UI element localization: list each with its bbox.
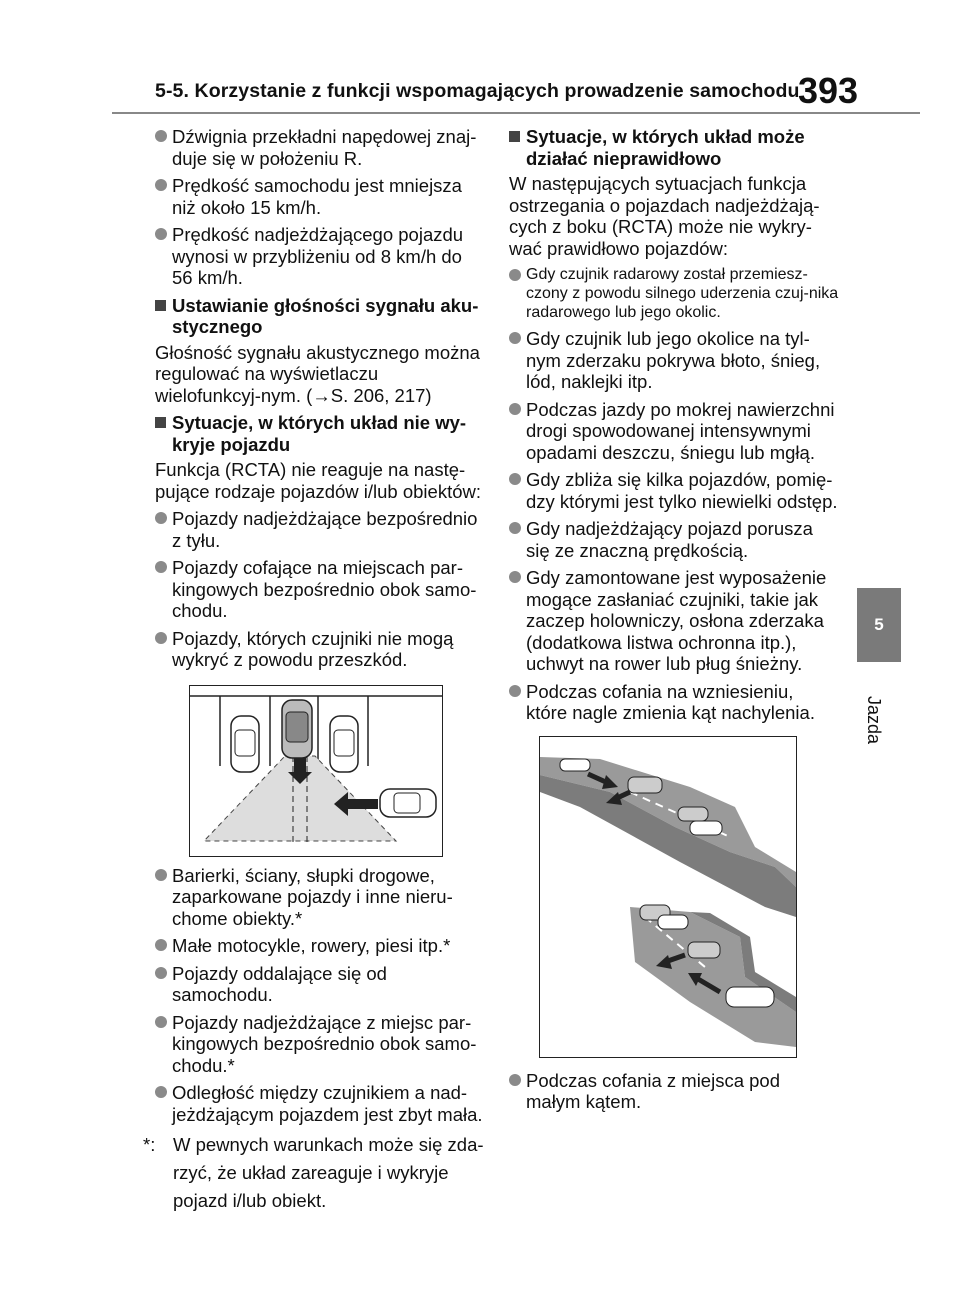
bullet-dot-icon [155,1086,167,1098]
footnote: *: W pewnych warunkach może się zda-rzyć, że układ zareaguje i wykryje pojazd i/lub obiekt. [155,1131,485,1215]
list-item: Podczas cofania na wzniesieniu, które nagle zmienia kąt nachylenia. [509,681,839,724]
bullet-dot-icon [509,1074,521,1086]
bullet-dot-icon [155,512,167,524]
bullet-dot-icon [155,1016,167,1028]
list-item: Dźwignia przekładni napędowej znaj-duje się w położeniu R. [155,126,485,169]
bullet-dot-icon [155,130,167,142]
car-icon [688,942,720,958]
paragraph: W następujących sytuacjach funkcja ostrzegania o pojazdach nadjeżdżają-cych z boku (RCTA) może nie wykry-wać prawidłowo pojazdów: [509,173,820,259]
left-column [143,126,485,1215]
list-item: Podczas jazdy po mokrej nawierzchni drogi spowodowanej intensywnymi opadami deszczu, śniegu lub mgłą. [509,399,839,464]
car-icon [282,700,312,758]
list-item: Prędkość nadjeżdżającego pojazdu wynosi w przybliżeniu od 8 km/h do 56 km/h. [155,224,485,289]
list-item: Pojazdy nadjeżdżające z miejsc par-kingowych bezpośrednio obok samo-chodu.* [155,1012,485,1077]
car-icon [380,789,436,817]
chapter-label: Jazda [864,696,884,745]
list-item: Pojazdy, których czujniki nie mogą wykryć z powodu przeszkód. [155,628,485,671]
bullet-dot-icon [155,869,167,881]
list-item: Gdy zbliża się kilka pojazdów, pomię-dzy którymi jest tylko niewielki odstęp. [509,469,839,512]
heading-square-icon [509,131,520,142]
car-icon [658,915,688,929]
chapter-tab: 5 [857,588,901,662]
right-column [509,126,839,1119]
running-header: 5-5. Korzystanie z funkcji wspomagających prowadzenie samochodu [155,80,800,102]
parking-lot-illustration [189,685,443,857]
bullet-dot-icon [155,228,167,240]
heading-square-icon [155,300,166,311]
bullet-dot-icon [155,179,167,191]
bullet-dot-icon [509,685,521,697]
list-item: Pojazdy nadjeżdżające bezpośrednio z tyłu. [155,508,485,551]
list-item: Pojazdy cofające na miejscach par-kingowych bezpośrednio obok samo-chodu. [155,557,485,622]
page-number: 393 [798,70,859,111]
list-item: Gdy czujnik radarowy został przemiesz-czony z powodu silnego uderzenia czuj-nika radarowego lub jego okolic. [509,265,839,322]
heading-square-icon [155,417,166,428]
bullet-dot-icon [509,269,521,281]
list-item: Gdy czujnik lub jego okolice na tyl-nym zderzaku pokrywa błoto, śnieg, lód, naklejki itp. [509,328,839,393]
bullet-dot-icon [155,632,167,644]
list-item: Gdy zamontowane jest wyposażenie mogące zasłaniać czujniki, takie jak zaczep holowniczy, osłona zderzaka (dodatkowa listwa ochronna itp.), uchwyt na rower lub pług śnieżny. [509,567,839,675]
bullet-dot-icon [509,332,521,344]
bullet-dot-icon [509,403,521,415]
list-item: Prędkość samochodu jest mniejsza niż około 15 km/h. [155,175,485,218]
paragraph: Funkcja (RCTA) nie reaguje na nastę-pujące rodzaje pojazdów i/lub obiektów: [155,459,482,502]
car-icon [560,759,590,771]
car-icon [678,807,708,821]
bullet-dot-icon [509,522,521,534]
section-heading: Sytuacje, w których układ nie wy-kryje pojazdu [155,412,485,455]
car-icon [231,716,259,772]
paragraph: Głośność sygnału akustycznego można regulować na wyświetlaczu wielofunkcyj-nym. (→S. 206, 217) [155,341,480,406]
car-icon [628,777,662,793]
bullet-dot-icon [155,561,167,573]
header-rule [112,112,920,114]
list-item: Barierki, ściany, słupki drogowe, zaparkowane pojazdy i inne nieru-chome obiekty.* [155,865,485,930]
bullet-dot-icon [509,571,521,583]
bullet-dot-icon [509,473,521,485]
list-item: Podczas cofania z miejsca pod małym kątem. [509,1070,839,1113]
section-heading: Ustawianie głośności sygnału aku-stycznego [155,295,485,338]
list-item: Małe motocykle, rowery, piesi itp.* [155,935,485,957]
bullet-dot-icon [155,939,167,951]
list-item: Pojazdy oddalające się od samochodu. [155,963,485,1006]
car-icon [690,821,722,835]
car-icon [726,987,774,1007]
car-icon [330,716,358,772]
list-item: Odległość między czujnikiem a nad-jeżdżającym pojazdem jest zbyt mała. [155,1082,485,1125]
slope-illustration [539,736,797,1058]
section-heading: Sytuacje, w których układ może działać nieprawidłowo [509,126,839,169]
list-item: Gdy nadjeżdżający pojazd porusza się ze znaczną prędkością. [509,518,839,561]
bullet-dot-icon [155,967,167,979]
footnote-mark: *: [143,1134,156,1155]
